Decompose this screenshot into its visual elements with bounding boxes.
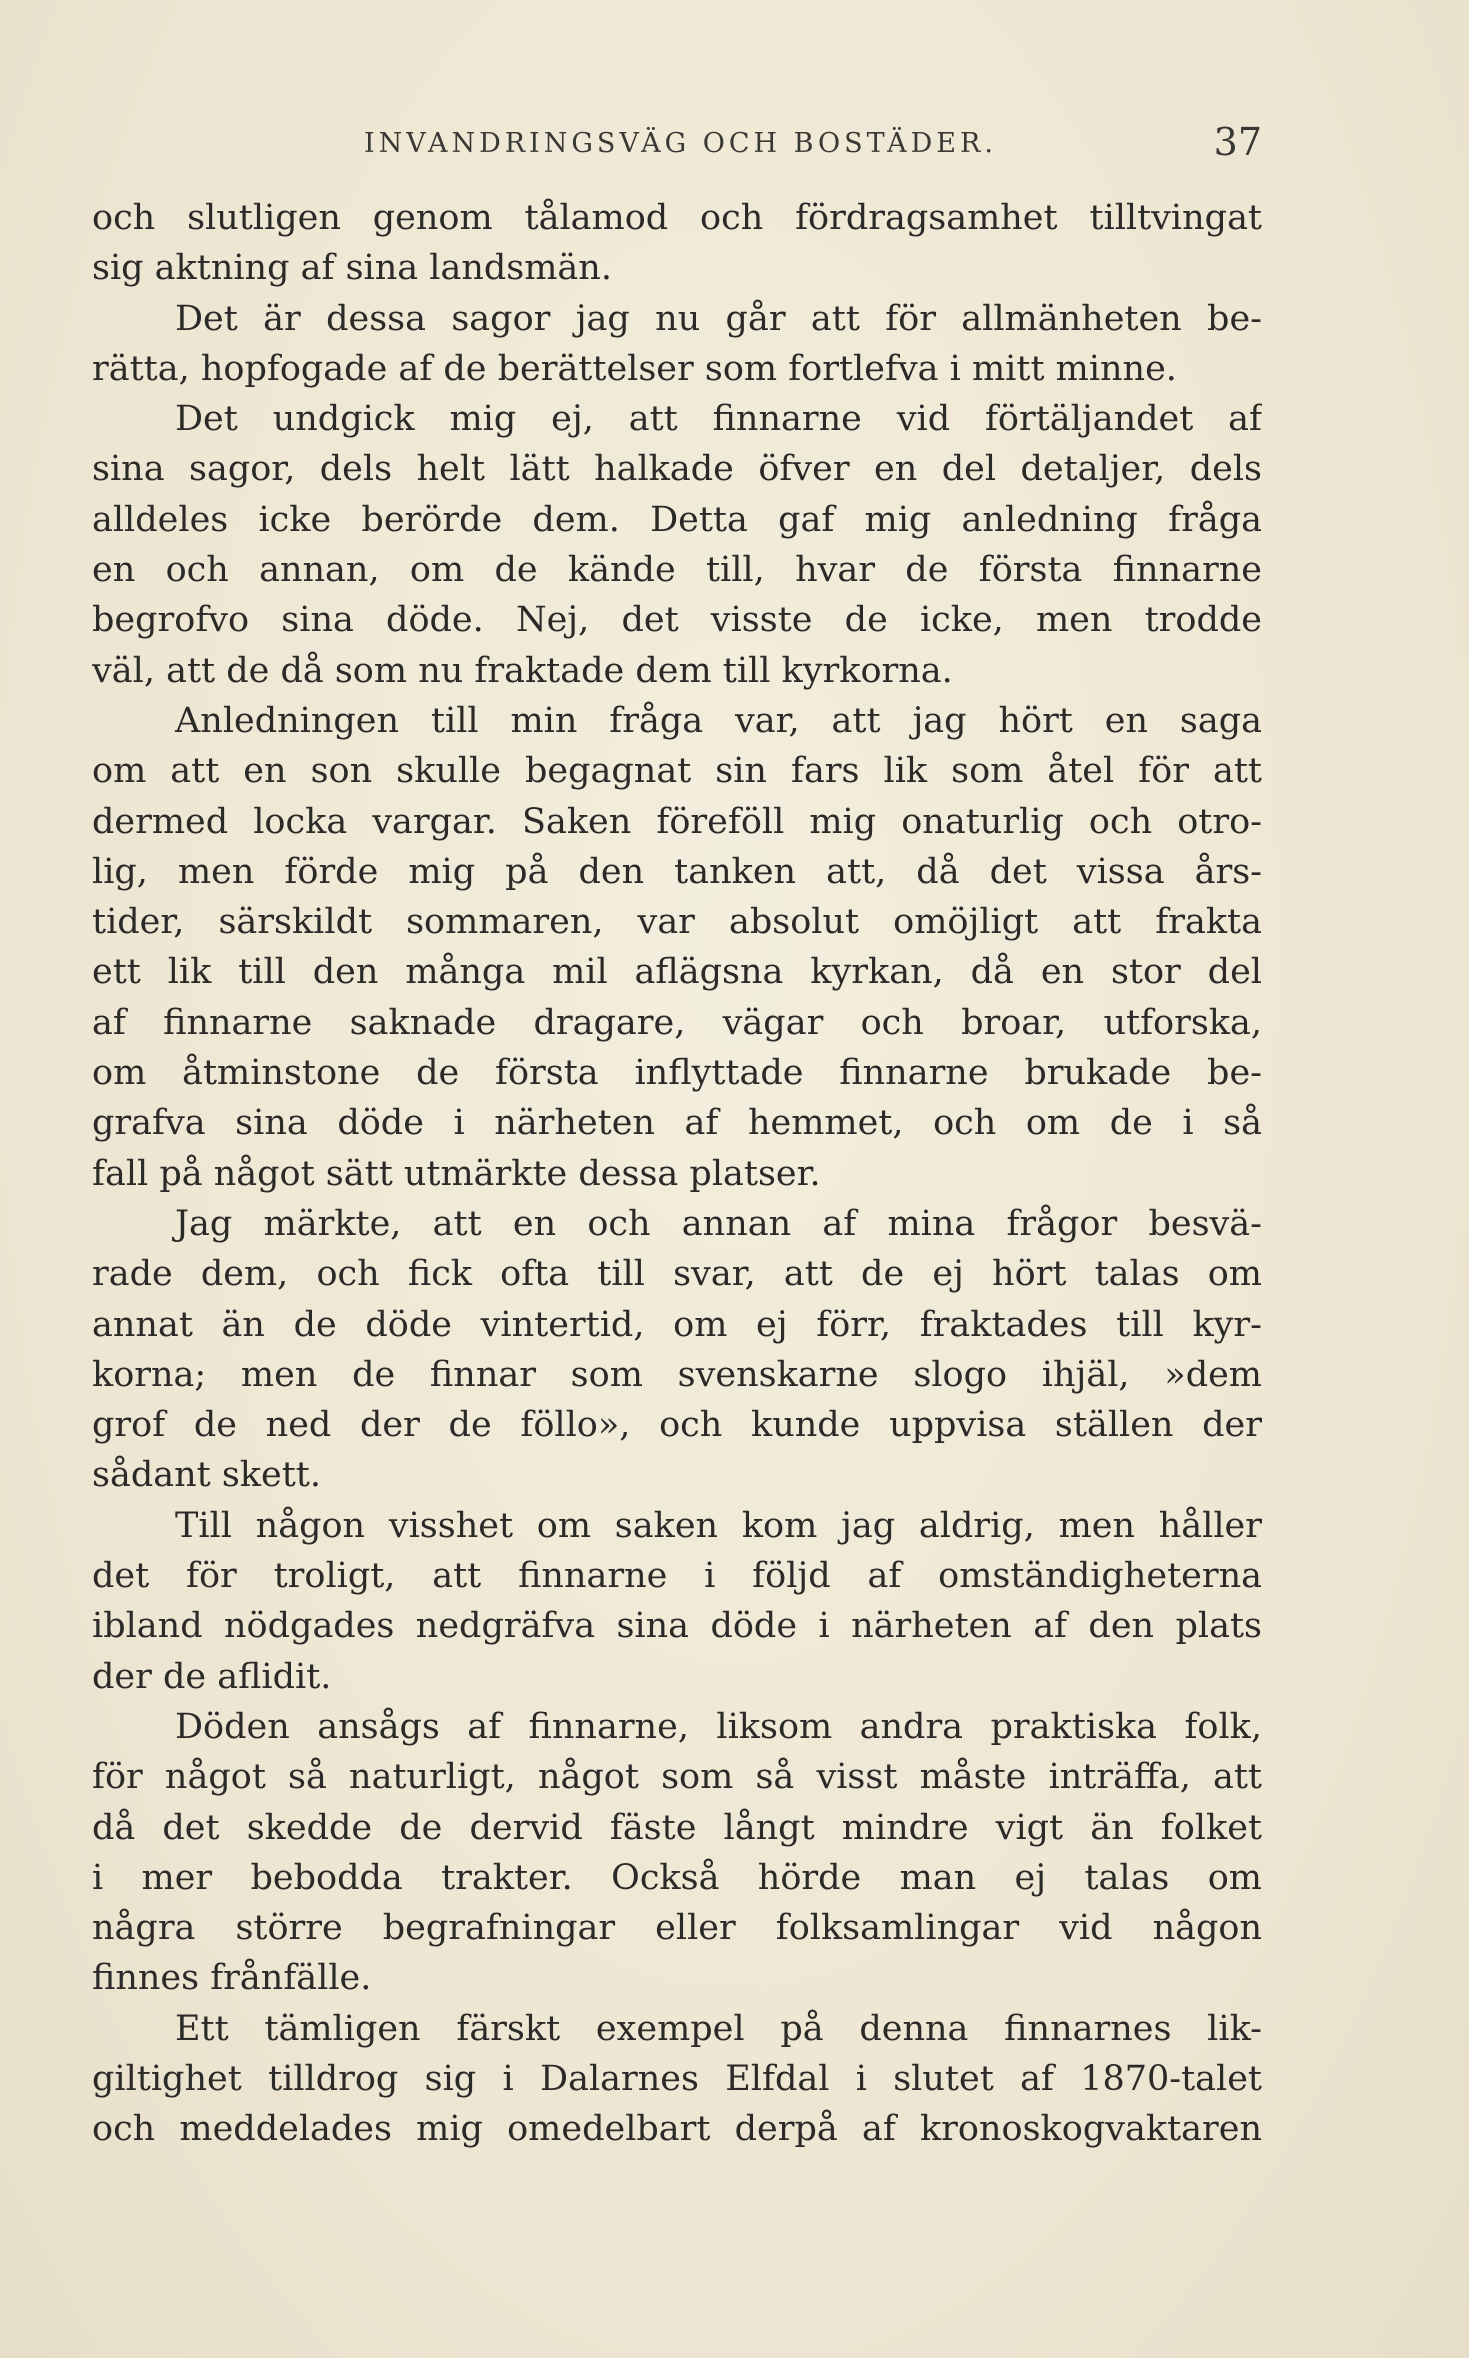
text-line: ett lik till den många mil aflägsna kyrkan, då en stor del (92, 952, 1262, 993)
text-line: en och annan, om de kände till, hvar de första finnarne (92, 550, 1262, 591)
text-line: alldeles icke berörde dem. Detta gaf mig anledning fråga (92, 499, 1262, 540)
text-line: grof de ned der de föllo», och kunde uppvisa ställen der (92, 1405, 1262, 1446)
text-line: giltighet tilldrog sig i Dalarnes Elfdal i slutet af 1870-talet (92, 2058, 1262, 2099)
text-line: tider, särskildt sommaren, var absolut omöjligt att frakta (92, 902, 1262, 943)
text-line: ibland nödgades nedgräfva sina döde i närheten af den plats (92, 1606, 1262, 1647)
page-number: 37 (1213, 120, 1262, 164)
text-line: Döden ansågs af finnarne, liksom andra praktiska folk, (175, 1706, 1262, 1747)
text-line: korna; men de finnar som svenskarne slogo ihjäl, »dem (92, 1354, 1262, 1395)
text-line: annat än de döde vintertid, om ej förr, fraktades till kyr- (92, 1304, 1262, 1345)
text-line: några större begrafningar eller folksamlingar vid någon (92, 1908, 1262, 1949)
text-line: lig, men förde mig på den tanken att, då det vissa års- (92, 851, 1262, 892)
page-header (92, 120, 1262, 170)
text-line: Det undgick mig ej, att finnarne vid förtäljandet af (175, 399, 1262, 440)
text-line: Ett tämligen färskt exempel på denna finnarnes lik- (175, 2008, 1262, 2049)
text-line: Jag märkte, att en och annan af mina frågor besvä- (175, 1203, 1262, 1244)
text-line: finnes frånfälle. (92, 1958, 372, 1999)
text-line: fall på något sätt utmärkte dessa platser. (92, 1153, 821, 1194)
text-line: det för troligt, att finnarne i följd af omständigheterna (92, 1556, 1262, 1597)
text-line: då det skedde de dervid fäste långt mindre vigt än folket (92, 1807, 1262, 1848)
text-line: väl, att de då som nu fraktade dem till kyrkorna. (92, 650, 953, 691)
text-line: och meddelades mig omedelbart derpå af kronoskogvaktaren (92, 2109, 1262, 2150)
text-line: Det är dessa sagor jag nu går att för allmänheten be- (175, 298, 1262, 339)
body-text (92, 193, 1262, 2155)
text-line: rätta, hopfogade af de berättelser som fortlefva i mitt minne. (92, 348, 1177, 389)
text-line: dermed locka vargar. Saken föreföll mig onaturlig och otro- (92, 801, 1262, 842)
text-line: om åtminstone de första inflyttade finnarne brukade be- (92, 1053, 1262, 1094)
text-line: af finnarne saknade dragare, vägar och broar, utforska, (92, 1002, 1262, 1043)
text-line: begrofvo sina döde. Nej, det visste de icke, men trodde (92, 600, 1262, 641)
text-line: sådant skett. (92, 1455, 321, 1496)
text-line: i mer bebodda trakter. Också hörde man ej talas om (92, 1857, 1262, 1898)
text-line: Anledningen till min fråga var, att jag hört en saga (175, 700, 1262, 741)
text-line: och slutligen genom tålamod och fördragsamhet tilltvingat (92, 198, 1262, 238)
text-line: rade dem, och fick ofta till svar, att de ej hört talas om (92, 1254, 1262, 1295)
text-line: om att en son skulle begagnat sin fars lik som åtel för att (92, 751, 1262, 792)
text-line: sina sagor, dels helt lätt halkade öfver en del detaljer, dels (92, 449, 1262, 490)
text-line: Till någon visshet om saken kom jag aldrig, men håller (175, 1505, 1262, 1546)
text-line: der de aflidit. (92, 1656, 332, 1697)
running-title: INVANDRINGSVÄG OCH BOSTÄDER. (364, 128, 997, 159)
text-line: för något så naturligt, något som så visst måste inträffa, att (92, 1757, 1262, 1798)
text-line: grafva sina döde i närheten af hemmet, och om de i så (92, 1103, 1262, 1144)
text-line: sig aktning af sina landsmän. (92, 248, 612, 289)
